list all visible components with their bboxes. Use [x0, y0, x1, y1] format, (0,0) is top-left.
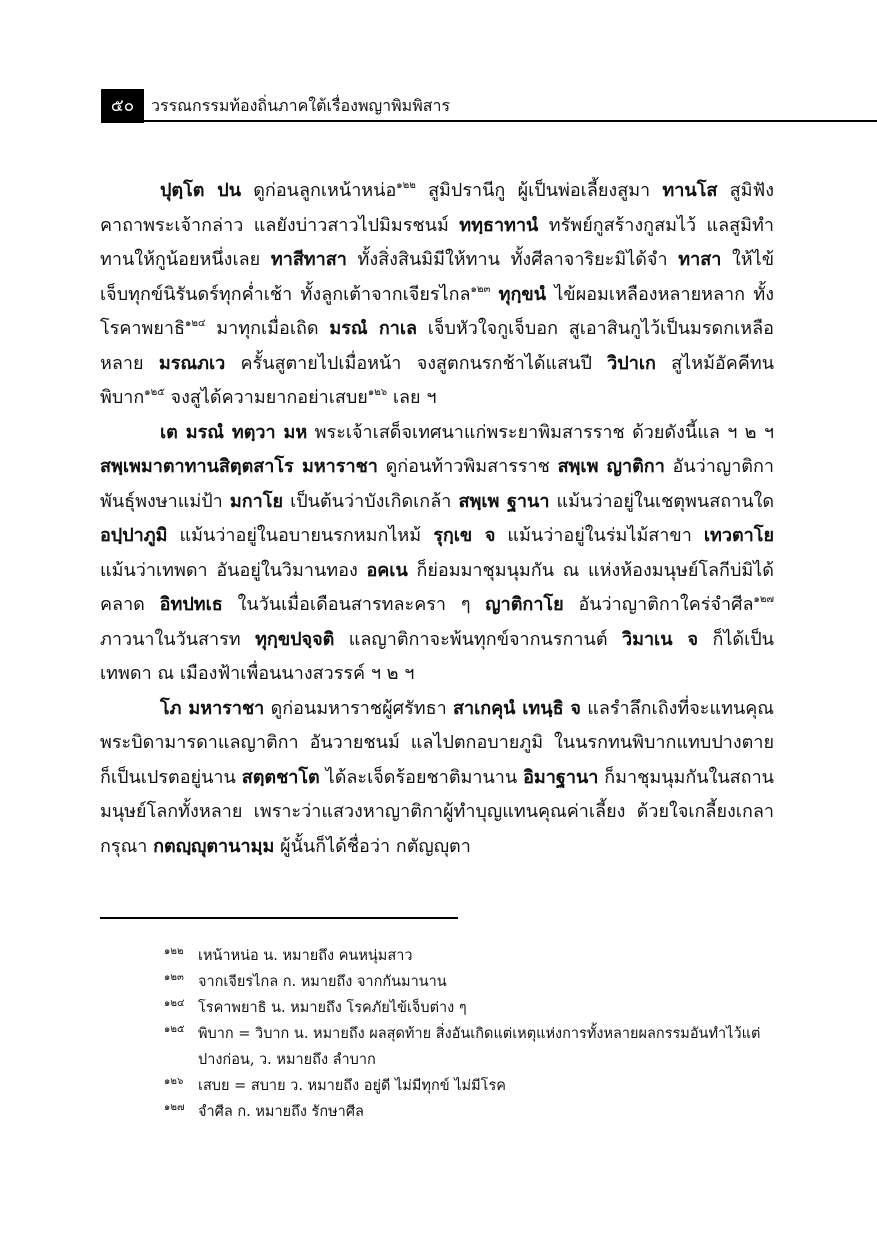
pali-term: อิทปทเธ — [159, 594, 223, 615]
text-run: จงสูได้ความยากอย่าเสบย — [164, 387, 368, 408]
footnote-text: จำศีล ก. หมายถึง รักษาศีล — [198, 1104, 364, 1120]
footnote-number: ๑๒๔ — [164, 998, 185, 1009]
pali-term: ทุกฺขนํ — [498, 283, 547, 305]
footnote-number: ๑๒๓ — [164, 972, 184, 983]
text-run: อันว่าญาติกา พันธุ์พงษาแม่ป้า — [100, 456, 774, 512]
pali-term: วิปาเก — [607, 352, 656, 374]
text-run: ผู้นั้นก็ได้ชื่อว่า กตัญญุตา — [274, 835, 471, 857]
footnote-ref[interactable]: ๑๒๒ — [396, 180, 416, 191]
paragraph-3 — [100, 692, 774, 865]
text-run: สูมิฟังคาถาพระเจ้ากล่าว แลยังบ่าวสาวไปมิมรชนม์ — [100, 180, 774, 236]
footnote-text: จากเจียรไกล ก. หมายถึง จากกันมานาน — [198, 974, 447, 990]
text-run: ดูก่อนลูกเหน้าหน่อ — [241, 180, 397, 201]
text-run: ให้ไข้เจ็บทุกข์นิรันดร์ทุกค่ำเช้า ทั้งลูกเต้าจากเจียรไกล — [100, 249, 774, 305]
pali-term: สพฺเพมาตาทานสิตฺตสาโร มหาราชา — [100, 456, 378, 477]
pali-term: ทาสีทาสา — [270, 249, 347, 270]
footnotes — [164, 943, 774, 1125]
text-run: ก็ย่อมมาชุมนุมกัน ณ แห่งห้องมนุษย์โลกีบ่มิได้คลาด — [100, 559, 774, 615]
pali-term: วิมาเน จ — [621, 628, 699, 650]
footnote-text: เหน้าหน่อ น. หมายถึง คนหนุ่มสาว — [198, 948, 413, 964]
pali-term: ทาสา — [678, 249, 722, 270]
text-run: แม้นว่าอยู่ในร่มไม้สาขา — [495, 525, 704, 546]
pali-term: โภ มหาราชา — [160, 697, 265, 719]
footnote-ref[interactable]: ๑๒๓ — [470, 283, 491, 295]
text-run: ก็มาชุมนุมกันในสถานมนุษย์โลกทั้งหลาย เพราะว่าแสวงหาญาติกาผู้ทำบุญแทนคุณค่าเลี้ยง ด้วยใจเกลี้ยงเกลากรุณา — [100, 766, 774, 857]
text-run: ครั้นสูตายไปเมื่อหน้า จงสูตกนรกช้าได้แสนปี — [225, 352, 608, 374]
footnote-number: ๑๒๖ — [164, 1076, 184, 1087]
pali-term: กตญฺญุตานามฺม — [153, 835, 275, 857]
text-run: ไข้ผอมเหลืองหลายหลาก ทั้งโรคาพยาธิ — [100, 283, 774, 339]
text-run: ก็ได้เป็นเทพดา ณ เมืองฟ้าเพื่อนนางสวรรค์ ฯ ๒ ฯ — [100, 628, 774, 684]
footnote-ref[interactable]: ๑๒๗ — [753, 594, 774, 605]
pali-term: สาเกคุนํ เทนฺธิ จ — [452, 697, 581, 719]
page-number: ๕๐ — [101, 89, 144, 123]
text-run: แลรำลึกเถิงที่จะแทนคุณพระบิดามารดาแลญาติกา อันวายชนม์ แลไปตกอบายภูมิ ในนรกทนพิบากแทบปางตาย ก็เป็นเปรตอยู่นาน — [100, 697, 774, 788]
pali-term: มรณํ กาเล — [329, 318, 418, 339]
text-run: ดูก่อนมหาราชผู้ศรัทธา — [264, 697, 453, 719]
pali-term: ญาติกาโย — [485, 594, 564, 615]
pali-term: รุกฺเข จ — [433, 525, 496, 546]
footnote-number: ๑๒๒ — [164, 946, 184, 957]
footnote — [164, 1073, 774, 1099]
footnote — [164, 943, 774, 969]
footnote — [164, 1099, 774, 1125]
footnote — [164, 1021, 774, 1073]
pali-term: ทานโส — [662, 180, 718, 201]
text-run: แม้นว่าอยู่ในเชตุพนสถานใด — [549, 490, 775, 512]
pali-term: สตฺตชาโต — [241, 766, 320, 788]
text-run: สูไหม้อัคคีทนพิบาก — [100, 352, 774, 408]
paragraph-2 — [100, 416, 774, 692]
footnote-separator — [100, 917, 458, 919]
text-run: มาทุกเมื่อเถิด — [205, 318, 330, 339]
pali-term: ปุตฺโต ปน — [160, 180, 241, 201]
footnote-text: เสบย = สบาย ว. หมายถึง อยู่ดี ไม่มีทุกข์ ไม่มีโรค — [198, 1078, 506, 1094]
paragraph-1 — [100, 174, 774, 416]
pali-term: เต มรณํ ทตฺวา มห — [160, 421, 308, 443]
footnote-text: พิบาก = วิบาก น. หมายถึง ผลสุดท้าย สิ่งอันเกิดแต่เหตุแห่งการทั้งหลายผลกรรมอันทำไว้แต่ปางก่อน, ว. หมายถึง ลำบาก — [198, 1026, 761, 1068]
page-header — [101, 89, 877, 123]
text-run: แม้นว่าเทพดา อันอยู่ในวิมานทอง — [100, 559, 367, 581]
text-run: แม้นว่าอยู่ในอบายนรกหมกไหม้ — [167, 525, 434, 546]
text-run: ในวันเมื่อเดือนสารทละครา ๆ — [222, 594, 486, 615]
pali-term: เทวตาโย — [703, 525, 774, 546]
footnote-number: ๑๒๕ — [164, 1024, 185, 1035]
pali-term: มกาโย — [229, 490, 283, 512]
pali-term: อปฺปาภูมิ — [100, 525, 168, 546]
pali-term: สพฺเพ ญาติกา — [557, 456, 665, 477]
text-run: ทรัพย์กูสร้างกูสมไว้ แลสูมิทำทานให้กูน้อยหนึ่งเลย — [100, 214, 774, 270]
footnote-number: ๑๒๗ — [164, 1102, 185, 1113]
pali-term: มรณภเว — [158, 352, 226, 374]
text-run: เจ็บหัวใจกูเจ็บอก สูเอาสินกูไว้เป็นมรดกเหลือหลาย — [100, 318, 774, 374]
text-run: เลย ฯ — [387, 387, 437, 408]
text-run: ทั้งสิ่งสินมิมีให้ทาน ทั้งศีลาจาริยะมิได้จำ — [346, 249, 679, 270]
text-run: แลญาติกาจะพ้นทุกข์จากนรกานต์ — [334, 628, 622, 650]
body-text — [100, 174, 774, 864]
text-run: เป็นต้นว่าบังเกิดเกล้า — [283, 490, 459, 512]
text-run: อันว่าญาติกาใคร่จำศีล — [563, 594, 754, 615]
text-run — [490, 284, 498, 305]
header-rule — [144, 120, 877, 122]
footnote — [164, 995, 774, 1021]
text-run: พระเจ้าเสด็จเทศนาแก่พระยาพิมสารราช ด้วยดังนี้แล ฯ ๒ ฯ — [307, 421, 775, 443]
footnote — [164, 969, 774, 995]
running-title: วรรณกรรมท้องถิ่นภาคใต้เรื่องพญาพิมพิสาร — [151, 96, 451, 115]
text-run: สูมิปรานีกู ผู้เป็นพ่อเลี้ยงสูมา — [415, 180, 663, 201]
pali-term: อคเน — [366, 559, 408, 581]
text-run: ดูก่อนท้าวพิมสารราช — [377, 456, 558, 477]
text-run: ได้ละเจ็ดร้อยชาติมานาน — [319, 766, 524, 788]
pali-term: ทุกฺขปจฺจติ — [255, 628, 335, 650]
footnote-text: โรคาพยาธิ น. หมายถึง โรคภัยไข้เจ็บต่าง ๆ — [198, 1000, 467, 1016]
pali-term: สพฺเพ ฐานา — [458, 490, 550, 512]
pali-term: ททฺธาทานํ — [459, 214, 539, 236]
footnote-ref[interactable]: ๑๒๕ — [144, 387, 165, 398]
footnote-ref[interactable]: ๑๒๔ — [185, 318, 206, 329]
pali-term: อิมาฐานา — [523, 766, 599, 788]
text-run: ภาวนาในวันสารท — [100, 628, 256, 650]
footnote-ref[interactable]: ๑๒๖ — [367, 387, 388, 398]
